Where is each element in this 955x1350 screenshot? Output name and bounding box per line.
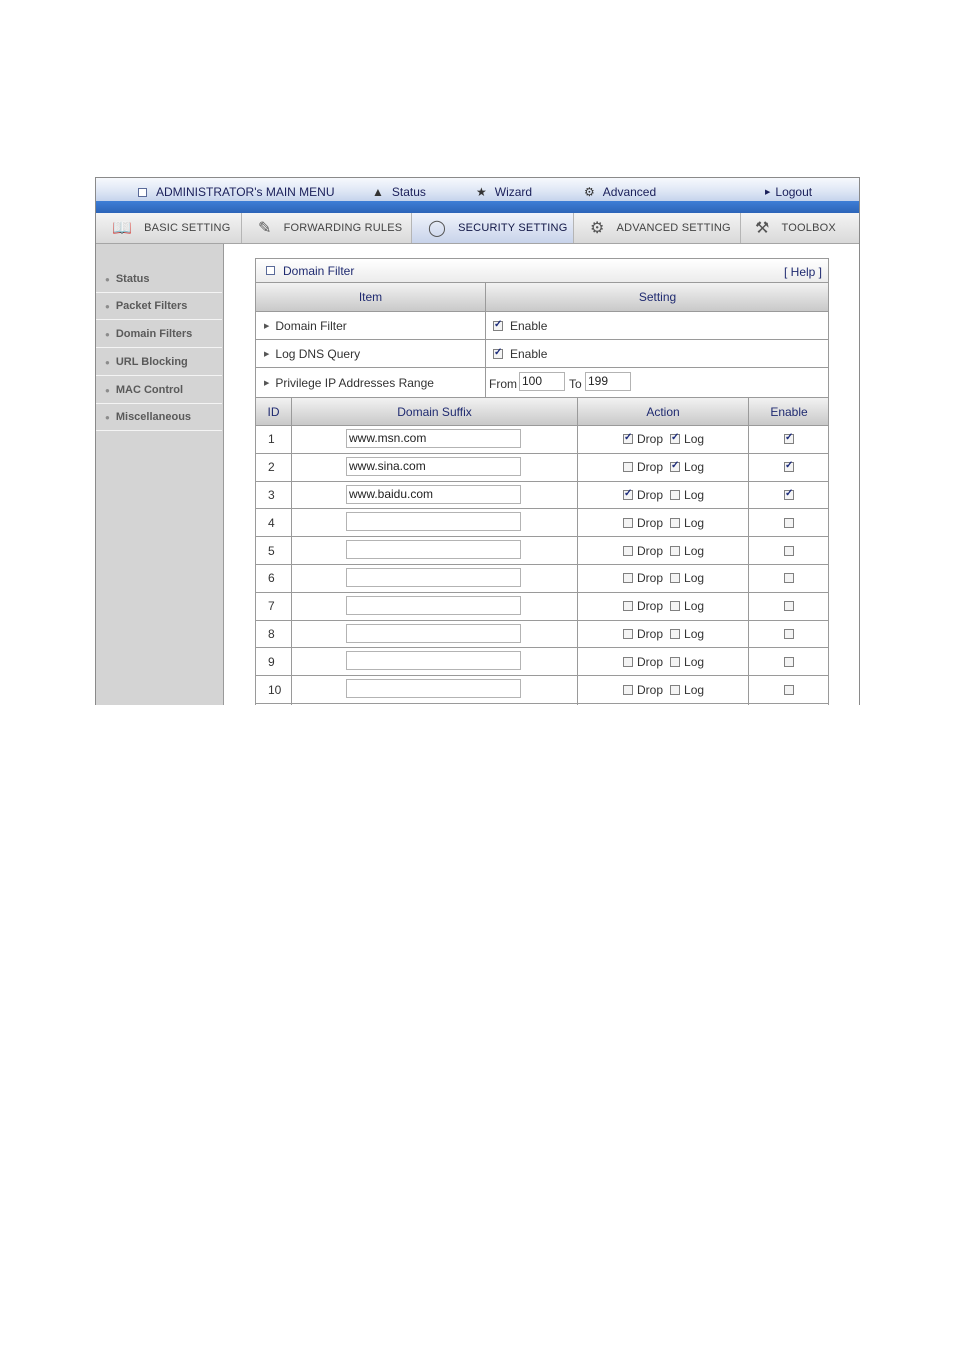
tab-forwarding-rules[interactable]: ✎ FORWARDING RULES bbox=[242, 213, 412, 243]
header-enable: Enable bbox=[748, 398, 829, 425]
panel-square-icon bbox=[266, 266, 275, 275]
drop-label: Drop bbox=[637, 543, 664, 558]
log-dns-row bbox=[255, 340, 829, 368]
domain-suffix-input[interactable]: www.msn.com bbox=[346, 429, 521, 448]
log-checkbox[interactable] bbox=[670, 546, 680, 556]
drop-checkbox[interactable] bbox=[623, 518, 633, 528]
drop-checkbox[interactable] bbox=[623, 434, 633, 444]
log-dns-enable-checkbox[interactable] bbox=[493, 349, 503, 359]
log-label: Log bbox=[684, 432, 705, 447]
drop-checkbox[interactable] bbox=[623, 573, 633, 583]
tab-toolbox[interactable]: ⚒ TOOLBOX bbox=[755, 220, 836, 237]
help-link[interactable]: [ Help ] bbox=[783, 265, 822, 279]
header-item: Item bbox=[358, 290, 383, 304]
domain-filter-row bbox=[255, 312, 829, 340]
rule-id: 9 bbox=[268, 654, 275, 669]
log-dns-enable-label: Enable bbox=[510, 346, 548, 361]
log-label: Log bbox=[684, 543, 705, 558]
header-domain-suffix: Domain Suffix bbox=[291, 398, 577, 425]
domain-suffix-input[interactable] bbox=[346, 568, 521, 587]
sidebar-item-miscellaneous[interactable]: ● Miscellaneous bbox=[96, 404, 222, 431]
domain-suffix-input[interactable] bbox=[346, 596, 521, 615]
table-row bbox=[255, 454, 829, 482]
log-checkbox[interactable] bbox=[670, 490, 680, 500]
sidebar-item-domain-filters[interactable]: ● Domain Filters bbox=[96, 321, 222, 348]
tab-basic-setting[interactable]: 📖 BASIC SETTING bbox=[96, 213, 242, 243]
sidebar-item-packet-filters[interactable]: ● Packet Filters bbox=[96, 293, 222, 320]
log-label: Log bbox=[684, 460, 705, 475]
drop-checkbox[interactable] bbox=[623, 462, 633, 472]
advanced-tools-icon: ⚙ bbox=[584, 185, 595, 199]
to-label: To bbox=[569, 377, 582, 391]
router-admin-window bbox=[95, 177, 860, 705]
log-checkbox[interactable] bbox=[670, 518, 680, 528]
table-row bbox=[255, 509, 829, 537]
item-setting-header bbox=[255, 283, 829, 312]
from-label: From bbox=[489, 377, 517, 391]
tab-advanced-setting[interactable]: ⚙ ADVANCED SETTING bbox=[574, 213, 741, 243]
log-label: Log bbox=[684, 487, 705, 502]
log-dns-label: Log DNS Query bbox=[275, 346, 361, 361]
blue-accent-strip bbox=[96, 201, 859, 213]
main-tab-bar bbox=[96, 213, 859, 244]
bullet-icon: ● bbox=[105, 329, 110, 339]
drop-label: Drop bbox=[637, 487, 664, 502]
header-id: ID bbox=[267, 404, 280, 419]
drop-checkbox[interactable] bbox=[623, 601, 633, 611]
drop-label: Drop bbox=[637, 571, 664, 586]
sidebar-item-mac-control[interactable]: ● MAC Control bbox=[96, 377, 222, 404]
sidebar bbox=[96, 244, 224, 705]
table-row bbox=[255, 648, 829, 676]
drop-label: Drop bbox=[637, 599, 664, 614]
table-row bbox=[255, 426, 829, 454]
rule-id: 8 bbox=[268, 626, 275, 641]
log-checkbox[interactable] bbox=[670, 685, 680, 695]
log-checkbox[interactable] bbox=[670, 573, 680, 583]
table-row bbox=[255, 621, 829, 649]
domain-suffix-input[interactable] bbox=[346, 540, 521, 559]
rule-id: 1 bbox=[268, 432, 275, 447]
arrow-icon: ▶ bbox=[264, 350, 270, 358]
table-row bbox=[255, 565, 829, 593]
page-title: Domain Filter bbox=[283, 263, 355, 278]
security-icon: ◯ bbox=[428, 220, 447, 237]
rule-enable-checkbox[interactable] bbox=[784, 657, 794, 667]
sidebar-item-status[interactable]: ● Status bbox=[96, 266, 222, 293]
rule-id: 7 bbox=[268, 599, 275, 614]
panel-title-bar bbox=[255, 258, 829, 283]
drop-label: Drop bbox=[637, 626, 664, 641]
drop-label: Drop bbox=[637, 432, 664, 447]
log-label: Log bbox=[684, 571, 705, 586]
rule-id: 6 bbox=[268, 571, 275, 586]
top-menu-bar bbox=[96, 178, 859, 202]
drop-checkbox[interactable] bbox=[623, 657, 633, 667]
rule-id: 3 bbox=[268, 487, 275, 502]
header-action: Action bbox=[577, 398, 748, 425]
log-checkbox[interactable] bbox=[670, 629, 680, 639]
log-checkbox[interactable] bbox=[670, 601, 680, 611]
drop-checkbox[interactable] bbox=[623, 490, 633, 500]
rule-id: 4 bbox=[268, 515, 275, 530]
log-label: Log bbox=[684, 654, 705, 669]
domain-suffix-input[interactable] bbox=[346, 624, 521, 643]
table-row bbox=[255, 482, 829, 510]
domain-suffix-input[interactable] bbox=[346, 679, 521, 698]
wizard-link[interactable]: ★ Wizard bbox=[476, 185, 533, 199]
toolbox-icon: ⚒ bbox=[755, 220, 770, 237]
bullet-icon: ● bbox=[105, 301, 110, 311]
sidebar-item-url-blocking[interactable]: ● URL Blocking bbox=[96, 349, 222, 376]
log-checkbox[interactable] bbox=[670, 434, 680, 444]
bullet-icon: ● bbox=[105, 385, 110, 395]
rule-id: 10 bbox=[268, 682, 282, 697]
log-checkbox[interactable] bbox=[670, 462, 680, 472]
drop-checkbox[interactable] bbox=[623, 629, 633, 639]
status-link[interactable]: ▲ Status bbox=[372, 185, 426, 199]
rules-table-header bbox=[255, 398, 829, 426]
table-row-partial bbox=[255, 704, 829, 705]
rule-enable-checkbox[interactable] bbox=[784, 518, 794, 528]
domain-suffix-input[interactable] bbox=[346, 651, 521, 670]
log-checkbox[interactable] bbox=[670, 657, 680, 667]
logout-arrow-icon: ▶ bbox=[765, 189, 771, 196]
to-ip-input[interactable]: 199 bbox=[585, 372, 631, 391]
rule-enable-checkbox[interactable] bbox=[784, 601, 794, 611]
menu-square-icon bbox=[138, 188, 147, 197]
rule-enable-checkbox[interactable] bbox=[784, 573, 794, 583]
rule-enable-checkbox[interactable] bbox=[784, 434, 794, 444]
main-menu-link[interactable]: ADMINISTRATOR's MAIN MENU bbox=[138, 185, 335, 199]
drop-label: Drop bbox=[637, 682, 664, 697]
rule-enable-checkbox[interactable] bbox=[784, 490, 794, 500]
rule-enable-checkbox[interactable] bbox=[784, 546, 794, 556]
tab-security-setting[interactable]: ◯ SECURITY SETTING bbox=[412, 213, 574, 243]
domain-suffix-input[interactable]: www.sina.com bbox=[346, 457, 521, 476]
log-label: Log bbox=[684, 682, 705, 697]
rule-id: 2 bbox=[268, 460, 275, 475]
domain-filter-enable-checkbox[interactable] bbox=[493, 321, 503, 331]
advanced-icon: ⚙ bbox=[590, 220, 605, 237]
bullet-icon: ● bbox=[105, 274, 110, 284]
advanced-link[interactable]: ⚙ Advanced bbox=[584, 185, 657, 199]
book-icon: 📖 bbox=[112, 220, 133, 237]
rule-enable-checkbox[interactable] bbox=[784, 685, 794, 695]
arrow-icon: ▶ bbox=[264, 379, 270, 387]
domain-suffix-input[interactable]: www.baidu.com bbox=[346, 485, 521, 504]
domain-filter-label: Domain Filter bbox=[275, 318, 347, 333]
domain-filter-enable-label: Enable bbox=[510, 318, 548, 333]
rule-id: 5 bbox=[268, 543, 275, 558]
logout-link[interactable]: ▶ Logout bbox=[765, 185, 813, 199]
from-ip-input[interactable]: 100 bbox=[519, 372, 565, 391]
bullet-icon: ● bbox=[105, 357, 110, 367]
wizard-icon: ★ bbox=[476, 185, 487, 199]
table-row bbox=[255, 676, 829, 704]
bullet-icon: ● bbox=[105, 412, 110, 422]
privilege-ip-label: Privilege IP Addresses Range bbox=[275, 375, 434, 390]
domain-suffix-input[interactable] bbox=[346, 512, 521, 531]
rule-enable-checkbox[interactable] bbox=[784, 629, 794, 639]
status-person-icon: ▲ bbox=[372, 185, 384, 199]
rule-enable-checkbox[interactable] bbox=[784, 462, 794, 472]
drop-label: Drop bbox=[637, 654, 664, 669]
table-row bbox=[255, 537, 829, 565]
drop-checkbox[interactable] bbox=[623, 546, 633, 556]
log-label: Log bbox=[684, 515, 705, 530]
forwarding-icon: ✎ bbox=[258, 220, 272, 237]
log-label: Log bbox=[684, 626, 705, 641]
arrow-icon: ▶ bbox=[264, 322, 270, 330]
log-label: Log bbox=[684, 599, 705, 614]
privilege-ip-row bbox=[255, 368, 829, 398]
table-row bbox=[255, 593, 829, 621]
drop-label: Drop bbox=[637, 460, 664, 475]
header-setting: Setting bbox=[485, 283, 829, 311]
drop-checkbox[interactable] bbox=[623, 685, 633, 695]
drop-label: Drop bbox=[637, 515, 664, 530]
